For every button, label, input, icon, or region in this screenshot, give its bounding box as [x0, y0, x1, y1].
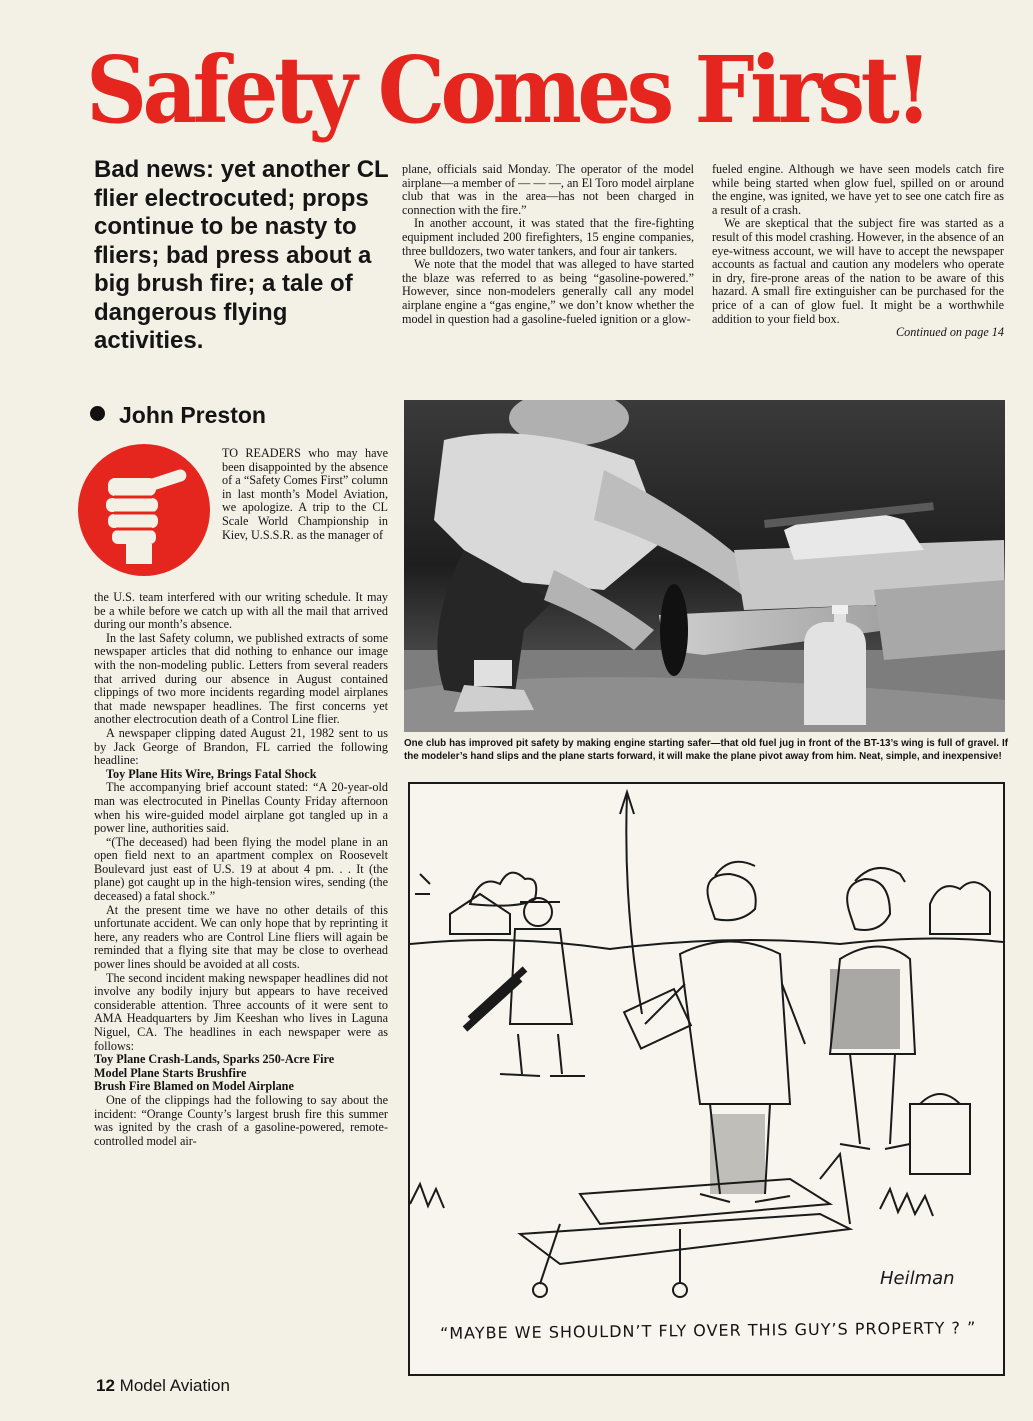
cartoonist-signature: Heilman: [880, 1268, 955, 1289]
paragraph: At the present time we have no other details of this unfortunate accident. We can only hope that by reprinting it here, any readers who are Control Line fliers will again be reminded that a flying site that may be close to overhead power lines should be avoided at all costs.: [94, 902, 388, 972]
page-title: Safety Comes First!: [86, 36, 928, 144]
article-column-2: [402, 163, 694, 326]
paragraph: In another account, it was stated that the fire-fighting equipment included 200 firefighters, 15 engine companies, three bulldozers, two water tankers, and four air tankers.: [402, 216, 694, 258]
bullet-icon: [90, 406, 105, 421]
paragraph: “(The deceased) had been flying the model plane in an open field next to an apartment complex on Roosevelt Boulevard just east of U.S. 19 at about 4 pm. . . It (the plane) got caught up in the high-tension wires, sending (the deceased) a fatal shock.”: [94, 834, 388, 904]
newspaper-headline: Toy Plane Crash-Lands, Sparks 250-Acre Fire: [94, 1052, 335, 1067]
page-number: 12: [96, 1376, 115, 1395]
newspaper-headline: Toy Plane Hits Wire, Brings Fatal Shock: [106, 766, 317, 781]
article-deck: Bad news: yet another CL flier electrocuted; props continue to be nasty to fliers; bad press about a big brush fire; a tale of dangerous flying activities.: [94, 156, 389, 354]
paragraph: The accompanying brief account stated: “A 20-year-old man was electrocuted in Pinellas County Friday afternoon when his wire-guided model airplane got tangled up in a power line, authorities said.: [94, 780, 388, 836]
cartoon-drawing: [410, 784, 1003, 1314]
paragraph: A newspaper clipping dated August 21, 1982 sent to us by Jack George of Brandon, FL carried the following headline:: [94, 725, 388, 768]
article-column-1-top: [222, 447, 388, 542]
article-column-3: [712, 163, 1004, 340]
pointing-hand-icon: [74, 440, 214, 580]
continued-note: Continued on page 14: [896, 325, 1004, 340]
paragraph: TO READERS who may have been disappointed by the absence of a “Safety Comes First” column in last month’s Model Aviation, we apologize. A trip to the CL Scale World Championship in Kiev, U.S.S.R. as the manager of: [222, 446, 388, 542]
paragraph: In the last Safety column, we published extracts of some newspaper articles that did nothing to enhance our image with the non-modeling public. Letters from several readers that arrived during our absence in August contained clippings of two more incidents regarding model airplanes that made newspaper headlines. The first concerns yet another electrocution death of a Control Line flier.: [94, 630, 388, 727]
magazine-name: Model Aviation: [119, 1376, 230, 1395]
paragraph: One of the clippings had the following to say about the incident: “Orange County’s largest brush fire this summer was ignited by the crash of a gasoline-powered, remote-controlled model air-: [94, 1092, 388, 1148]
newspaper-headline: Model Plane Starts Brushfire: [94, 1065, 247, 1080]
photo-caption: One club has improved pit safety by making engine starting safer—that old fuel jug in front of the BT-13’s wing is full of gravel. If the modeler’s hand slips and the plane starts forward, it will make the plane pivot away from him. Neat, simple, and inexpensive!: [404, 738, 1008, 762]
paragraph: plane, officials said Monday. The operator of the model airplane—a member of — — —, an El Toro model airplane club that was in the area—has not been charged in connection with the fire.”: [402, 162, 694, 217]
cartoon-caption: “MAYBE WE SHOULDN’T FLY OVER THIS GUY’S PROPERTY ? ”: [439, 1318, 977, 1343]
paragraph: We are skeptical that the subject fire was started as a result of this model crashing. However, in the absence of an eye-witness account, we will have to accept the newspaper accounts as factual and caution any modelers who operate in dry, fire-prone areas of the nation to be aware of this hazard. A small fire extinguisher can be purchased for the price of a can of glow fuel. It might be a worthwhile addition to your field box.: [712, 216, 1004, 326]
paragraph: fueled engine. Although we have seen models catch fire while being started when glow fuel, spilled on or around the engine, was ignited, we have yet to see one catch fire as a result of a crash.: [712, 162, 1004, 217]
cartoon-panel: [408, 782, 1005, 1376]
paragraph: We note that the model that was alleged to have started the blaze was referred to as being “gasoline-powered.” However, since non-modelers generally call any model airplane engine a “gas engine,” we don’t know whether the model in question had a gasoline-fueled ignition or a glow-: [402, 257, 694, 326]
byline: [90, 402, 390, 429]
paragraph: the U.S. team interfered with our writing schedule. It may be a while before we catch up with all the mail that arrived during our month’s absence.: [94, 590, 388, 632]
article-column-1: [94, 591, 388, 1148]
paragraph: The second incident making newspaper headlines did not involve any bodily injury but appears to have received considerable attention. Three accounts of it were sent to AMA Headquarters by Jim Keeshan who lives in Laguna Niguel, CA. The headlines in each newspaper were as follows:: [94, 970, 388, 1053]
photo-image: [404, 400, 1005, 732]
newspaper-headline: Brush Fire Blamed on Model Airplane: [94, 1079, 294, 1094]
author-name: John Preston: [119, 402, 266, 428]
photo-modeler-starting-engine: [404, 400, 1005, 732]
page-footer: [96, 1376, 230, 1396]
